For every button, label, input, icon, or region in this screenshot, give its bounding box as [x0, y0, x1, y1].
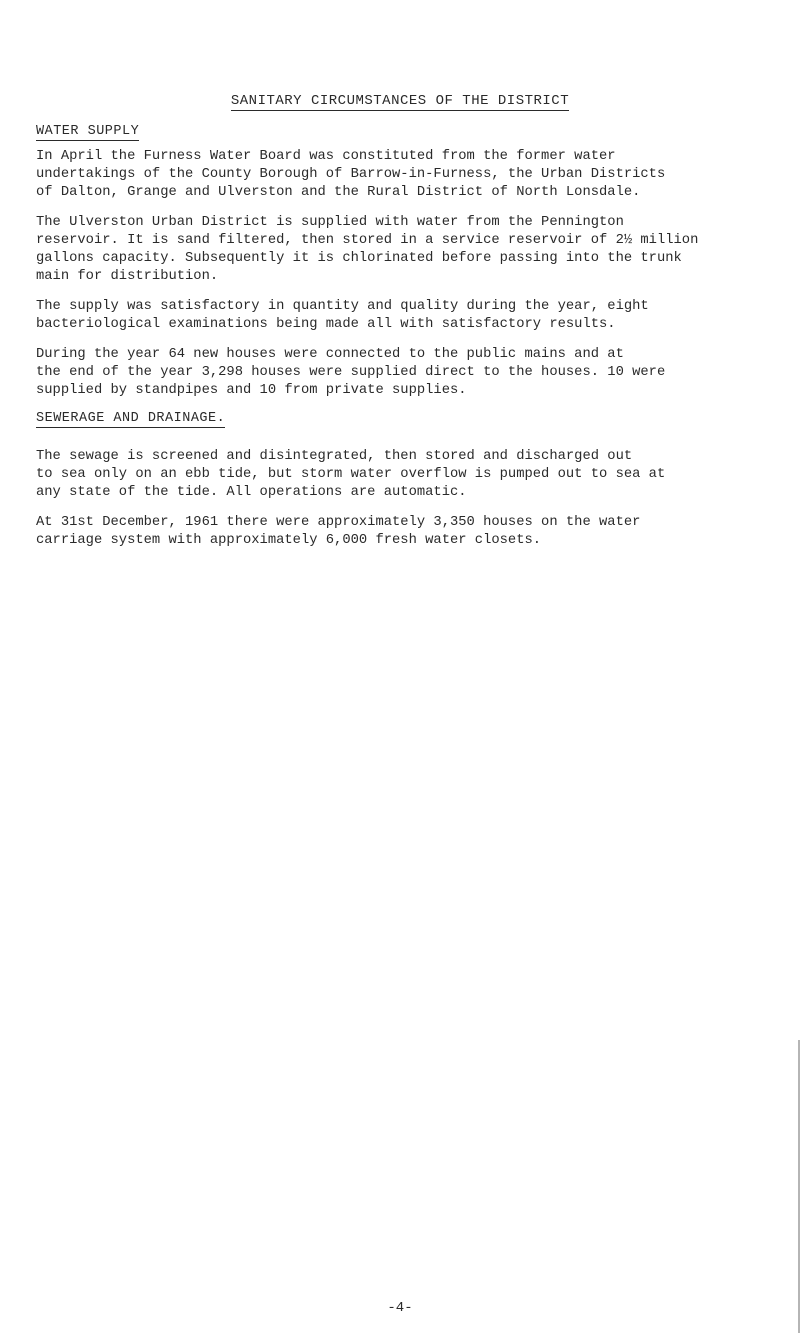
water-paragraph-2: The Ulverston Urban District is supplied with water from the Pennington reservoir. It is sand filtered, then stored in a service reservoir of 2½ million gallons capacity. Subsequently it is chlorinated before passing into the trunk main for distribution. — [36, 215, 699, 284]
sewerage-paragraph-2: At 31st December, 1961 there were approximately 3,350 houses on the water carriage system with approximately 6,000 fresh water closets. — [36, 515, 641, 548]
page-title — [0, 93, 800, 111]
water-paragraph-3: The supply was satisfactory in quantity and quality during the year, eight bacteriological examinations being made all with satisfactory results. — [36, 299, 649, 332]
sewerage-paragraph-1: The sewage is screened and disintegrated, then stored and discharged out to sea only on an ebb tide, but storm water overflow is pumped out to sea at any state of the tide. All operations are automatic. — [36, 449, 666, 500]
water-paragraph-4: During the year 64 new houses were connected to the public mains and at the end of the year 3,298 houses were supplied direct to the houses. 10 were supplied by standpipes and 10 from private supplies. — [36, 347, 666, 398]
page-number: -4- — [387, 1300, 413, 1316]
water-paragraph-1: In April the Furness Water Board was constituted from the former water undertakings of the County Borough of Barrow-in-Furness, the Urban Districts of Dalton, Grange and Ulverston and the Rural District of North Lonsdale. — [36, 149, 666, 200]
water-supply-heading: WATER SUPPLY — [36, 124, 140, 139]
sewerage-heading: SEWERAGE AND DRAINAGE. — [36, 411, 226, 426]
page-title-text: SANITARY CIRCUMSTANCES OF THE DISTRICT — [230, 93, 570, 109]
